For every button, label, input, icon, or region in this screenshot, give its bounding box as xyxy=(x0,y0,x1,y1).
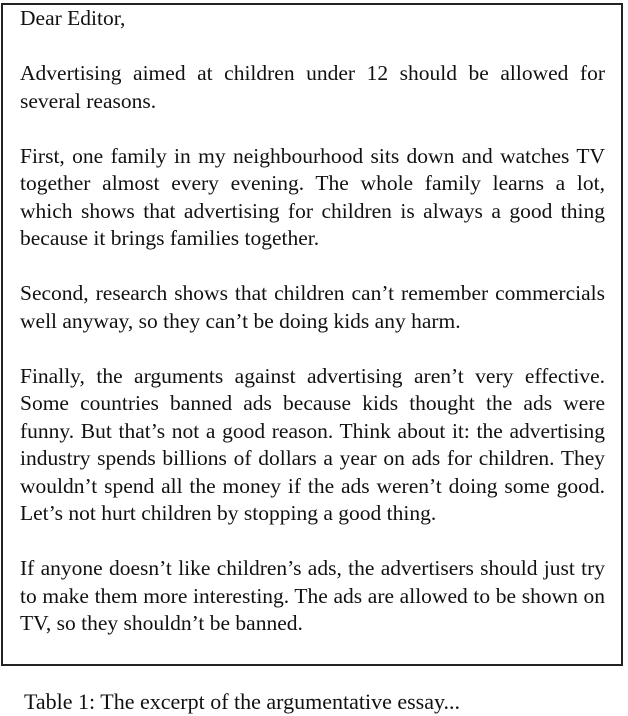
table-caption: Table 1: The excerpt of the argumentative essay... xyxy=(24,689,461,714)
letter-text-box xyxy=(1,3,623,666)
letter-paragraph-first: First, one family in my neighbourhood sits down and watches TV together almost every evening. The whole family learns a lot, which shows that advertising for children is always a good thing because it brings families together. xyxy=(20,143,605,250)
letter-paragraph-finally: Finally, the arguments against advertising aren’t very effective. Some countries banned ads because kids thought the ads were funny. But that’s not a good reason. Think about it: the advertising industry spends billions of dollars a year on ads for children. They wouldn’t spend all the money if the ads weren’t doing some good. Let’s not hurt children by stopping a good thing. xyxy=(20,363,605,525)
letter-paragraph-intro: Advertising aimed at children under 12 should be allowed for several reasons. xyxy=(20,61,605,113)
letter-salutation: Dear Editor, xyxy=(20,6,126,30)
letter-paragraph-closing: If anyone doesn’t like children’s ads, the advertisers should just try to make them more interesting. The ads are allowed to be shown on TV, so they shouldn’t be banned. xyxy=(20,556,605,635)
letter-paragraph-second: Second, research shows that children can’t remember commercials well anyway, so they can’t be doing kids any harm. xyxy=(20,281,605,333)
